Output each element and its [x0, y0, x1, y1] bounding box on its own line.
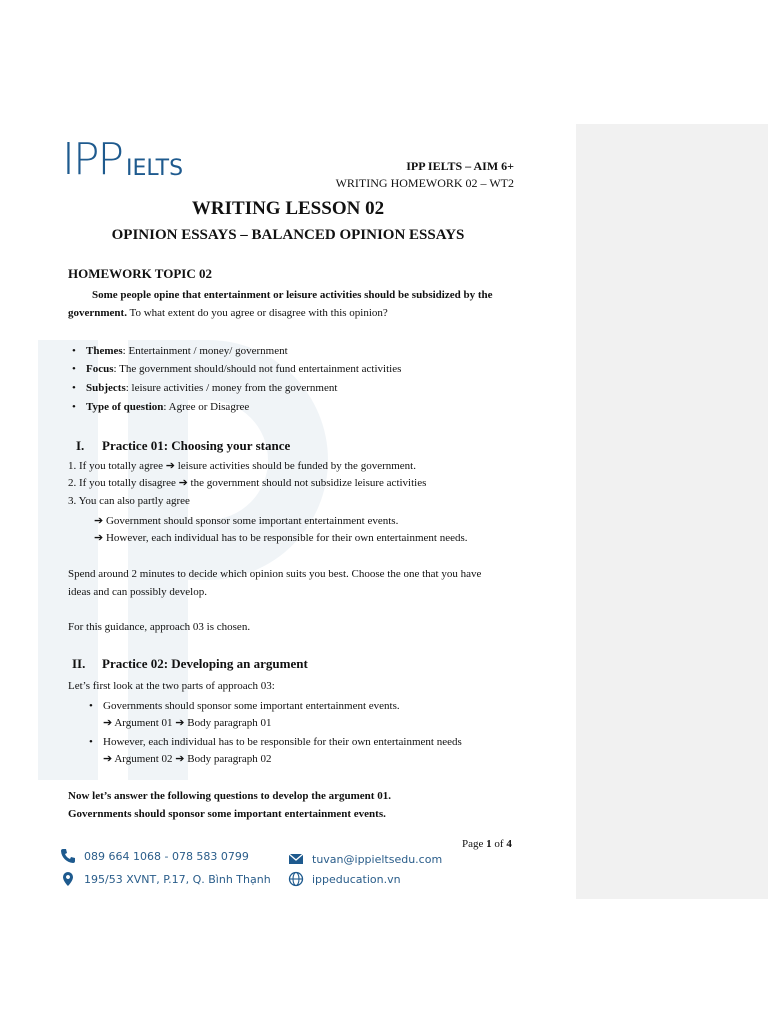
topic-heading: HOMEWORK TOPIC 02 — [68, 266, 212, 281]
section2-number: II. — [72, 656, 86, 671]
analysis-text: : The government should/should not fund entertainment activities — [113, 363, 402, 375]
globe-icon — [288, 871, 304, 887]
footer-address-text: 195/53 XVNT, P.17, Q. Bình Thạnh — [84, 872, 271, 886]
header-homework: WRITING HOMEWORK 02 – WT2 — [335, 176, 514, 190]
footer-website — [288, 871, 401, 887]
argument-subitem: ➔ Argument 02 ➔ Body paragraph 02 — [103, 753, 272, 765]
topic-prompt-rest: To what extent do you agree or disagree with this opinion? — [126, 307, 388, 319]
analysis-text: : Agree or Disagree — [163, 401, 250, 413]
footer-phone — [60, 848, 249, 864]
ipp-ielts-logo — [62, 130, 183, 190]
instruction-line1: Spend around 2 minutes to decide which opinion suits you best. Choose the one that you have — [68, 568, 482, 580]
analysis-label: Type of question — [86, 401, 164, 413]
analysis-item — [86, 381, 337, 395]
footer-address — [60, 871, 271, 887]
analysis-item — [86, 400, 249, 414]
page-number — [462, 838, 512, 850]
section2-intro: Let’s first look at the two parts of approach 03: — [68, 680, 275, 692]
header-course: IPP IELTS – AIM 6+ — [406, 159, 514, 173]
footer-website-text: ippeducation.vn — [312, 872, 401, 886]
argument-subitem: ➔ Argument 01 ➔ Body paragraph 01 — [103, 717, 272, 729]
stance-item: 1. If you totally agree ➔ leisure activities should be funded by the government. — [68, 460, 416, 472]
comment-side-panel — [576, 124, 768, 899]
topic-prompt-line2 — [68, 306, 388, 320]
analysis-text: : Entertainment / money/ government — [122, 345, 288, 357]
analysis-item — [86, 362, 401, 376]
section2-heading: Practice 02: Developing an argument — [102, 656, 308, 671]
stance-subitem: ➔ However, each individual has to be responsible for their own entertainment needs. — [94, 532, 468, 544]
lesson-subtitle: OPINION ESSAYS – BALANCED OPINION ESSAYS — [111, 227, 465, 243]
analysis-label: Focus — [86, 363, 114, 375]
page-current: 1 — [486, 838, 492, 850]
instruction-line2: ideas and can possibly develop. — [68, 586, 207, 598]
analysis-item — [86, 344, 288, 358]
stance-item: 2. If you totally disagree ➔ the government should not subsidize leisure activities — [68, 477, 427, 489]
page-total: 4 — [506, 838, 512, 850]
closing-line2: Governments should sponsor some important entertainment events. — [68, 808, 386, 820]
argument-bullet: • However, each individual has to be responsible for their own entertainment needs — [103, 735, 462, 749]
footer-phone-text: 089 664 1068 - 078 583 0799 — [84, 849, 249, 863]
stance-item: 3. You can also partly agree — [68, 495, 190, 507]
document-header — [336, 158, 514, 192]
topic-prompt-bold: government. — [68, 307, 127, 319]
logo-ipp-text: IPP — [62, 134, 123, 185]
email-icon — [288, 851, 304, 867]
section1-heading: Practice 01: Choosing your stance — [102, 438, 291, 453]
analysis-label: Subjects — [86, 382, 126, 394]
analysis-label: Themes — [86, 345, 123, 357]
lesson-title: WRITING LESSON 02 — [191, 198, 385, 219]
approach-note: For this guidance, approach 03 is chosen. — [68, 621, 251, 633]
phone-icon — [60, 848, 76, 864]
page-of: of — [491, 838, 507, 850]
footer-email-text: tuvan@ippieltsedu.com — [312, 852, 443, 866]
analysis-text: : leisure activities / money from the government — [125, 382, 338, 394]
footer-email — [288, 851, 442, 867]
topic-prompt-line1: Some people opine that entertainment or leisure activities should be subsidized by the — [92, 289, 493, 301]
location-icon — [60, 871, 76, 887]
argument-bullet: • Governments should sponsor some important entertainment events. — [103, 699, 400, 713]
logo-ielts-text: IELTS — [126, 155, 184, 181]
section1-number: I. — [76, 438, 85, 453]
page-prefix: Page — [462, 838, 487, 850]
closing-line1: Now let’s answer the following questions to develop the argument 01. — [68, 790, 391, 802]
stance-subitem: ➔ Government should sponsor some important entertainment events. — [94, 515, 399, 527]
